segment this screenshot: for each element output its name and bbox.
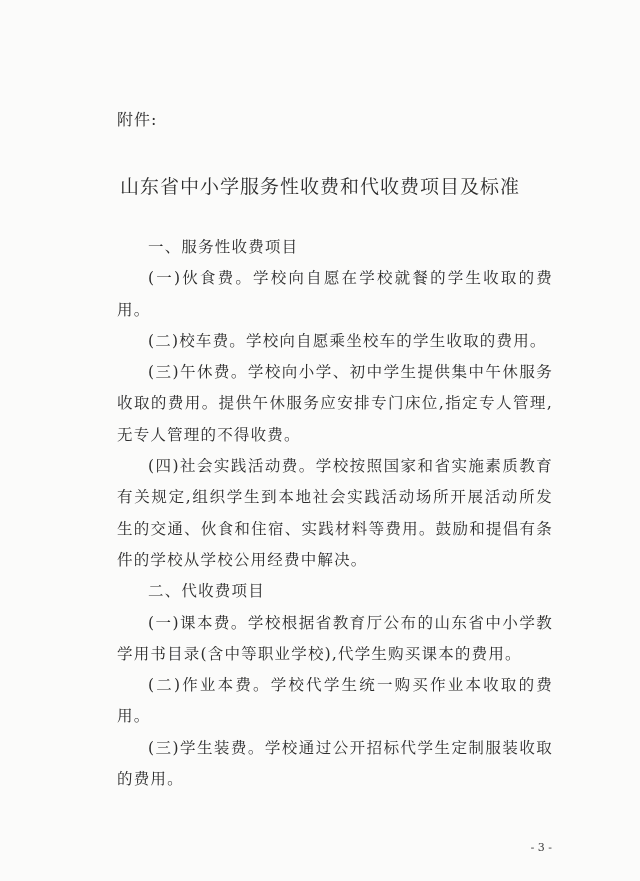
page-number: - 3 - <box>530 841 552 854</box>
paragraph: (二)作业本费。学校代学生统一购买作业本收取的费用。 <box>117 676 553 726</box>
paragraph: (二)校车费。学校向自愿乘坐校车的学生收取的费用。 <box>148 331 547 350</box>
paragraph: (三)午休费。学校向小学、初中学生提供集中午休服务收取的费用。提供午休服务应安排专门床位,指定专人管理,无专人管理的不得收费。 <box>117 363 553 444</box>
paragraph: (三)学生装费。学校通过公开招标代学生定制服装收取的费用。 <box>117 738 553 789</box>
paragraph: (四)社会实践活动费。学校按照国家和省实施素质教育有关规定,组织学生到本地社会实践活动场所开展活动所发生的交通、伙食和住宿、实践材料等费用。鼓励和提倡有条件的学校从学校公用经费中解决。 <box>117 457 553 569</box>
document-title: 山东省中小学服务性收费和代收费项目及标准 <box>119 176 520 198</box>
section-heading: 二、代收费项目 <box>148 582 265 601</box>
attachment-label: 附件: <box>117 110 158 129</box>
paragraph: (一)课本费。学校根据省教育厅公布的山东省中小学教学用书目录(含中等职业学校),代学生购买课本的费用。 <box>117 613 553 663</box>
document-body <box>117 232 553 795</box>
section-heading: 一、服务性收费项目 <box>148 238 299 256</box>
paragraph: (一)伙食费。学校向自愿在学校就餐的学生收取的费用。 <box>117 269 553 319</box>
